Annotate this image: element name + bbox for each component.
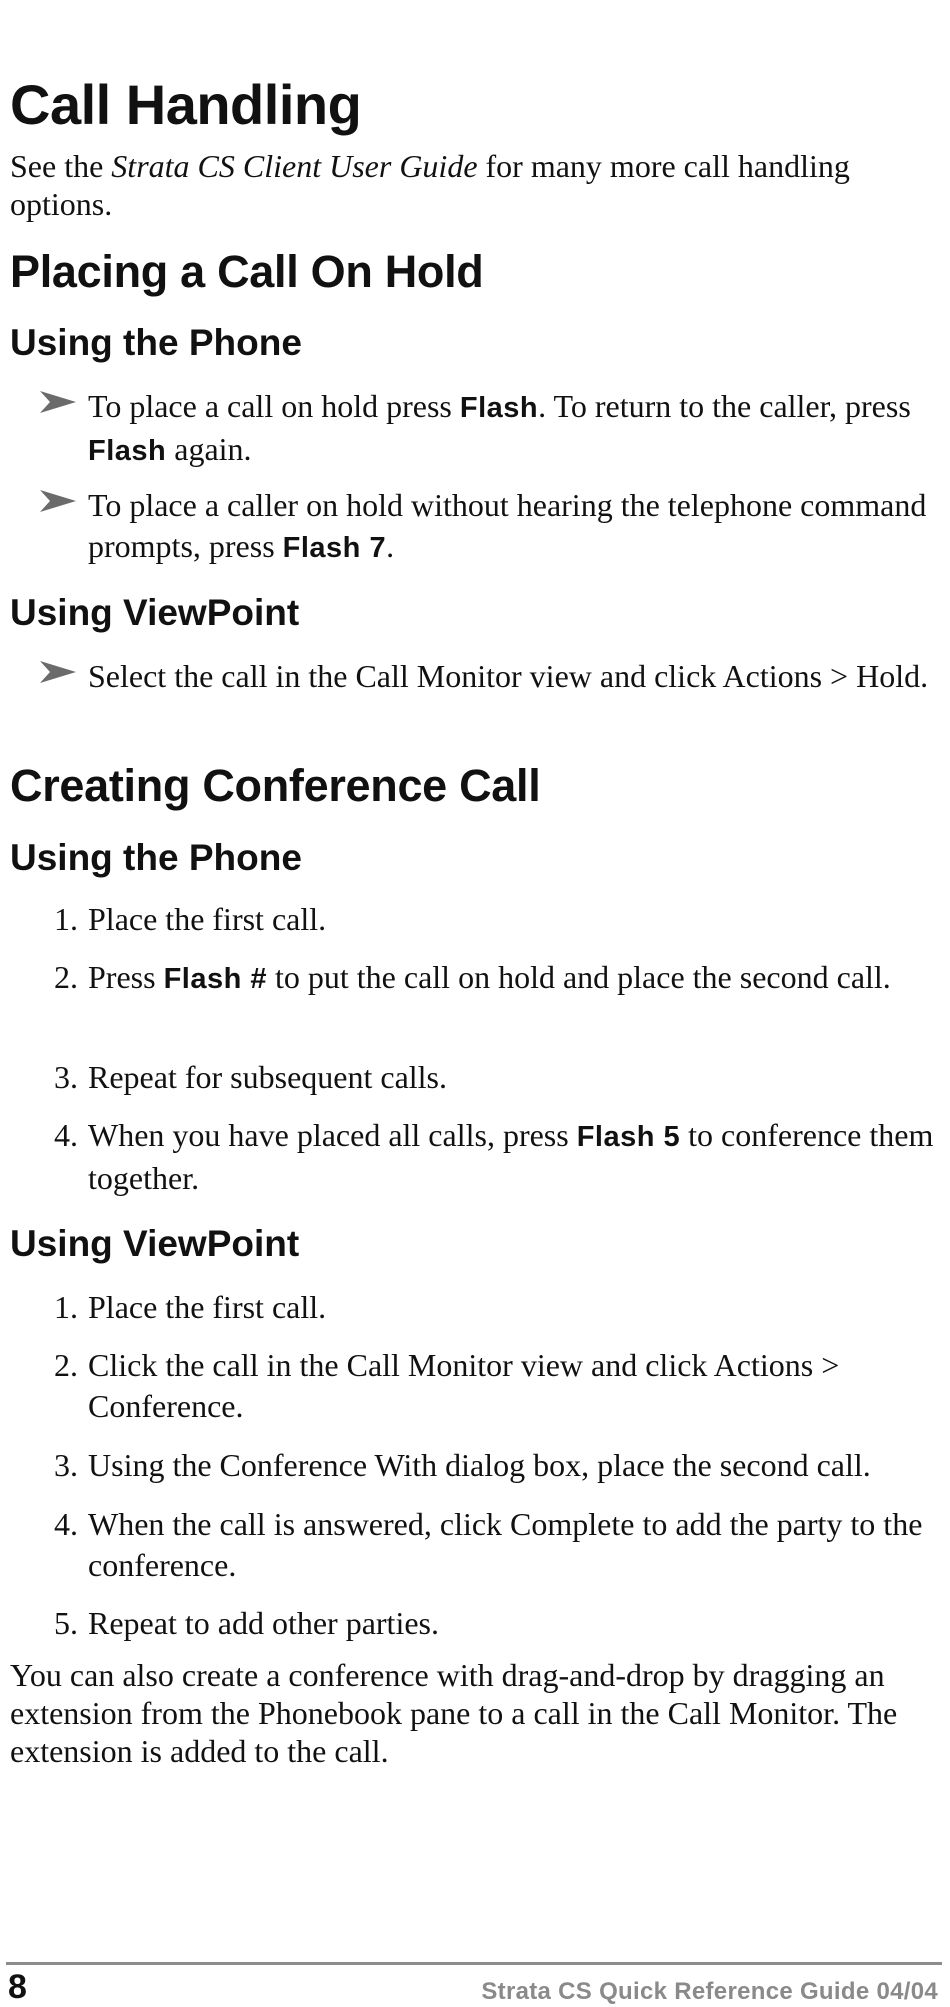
intro-paragraph — [10, 147, 930, 223]
footer-divider — [6, 1962, 942, 1965]
section-heading-hold: Placing a Call On Hold — [10, 246, 484, 297]
intro-text-start: See the — [10, 148, 112, 184]
step-number: 3. — [54, 1447, 78, 1483]
step-text: Press Flash # to put the call on hold and place the second call. — [88, 959, 891, 995]
step-text: When the call is answered, click Complete to add the party to the conference. — [88, 1506, 923, 1583]
step-number: 3. — [54, 1059, 78, 1095]
key-label: Flash — [459, 392, 539, 424]
step-number: 4. — [54, 1506, 78, 1542]
step-number: 1. — [54, 1289, 78, 1325]
page-number: 8 — [8, 1968, 27, 2006]
key-label: Flash 5 — [576, 1121, 681, 1153]
subheading-hold-viewpoint: Using ViewPoint — [10, 592, 300, 633]
subheading-conference-phone: Using the Phone — [10, 837, 302, 878]
bullet-text: To place a call on hold press Flash. To return to the caller, press Flash again. — [88, 388, 911, 467]
section-heading-conference: Creating Conference Call — [10, 760, 541, 811]
step-number: 2. — [54, 959, 78, 995]
bullet-text: To place a caller on hold without hearing the telephone command prompts, press Flash 7. — [88, 487, 927, 564]
step-text: Place the first call. — [88, 1289, 327, 1325]
step-text: Repeat to add other parties. — [88, 1605, 439, 1641]
subheading-hold-phone: Using the Phone — [10, 322, 302, 363]
intro-guide-title: Strata CS Client User Guide — [111, 148, 478, 184]
step-number: 2. — [54, 1347, 78, 1383]
step-number: 1. — [54, 901, 78, 937]
page-title: Call Handling — [10, 73, 362, 136]
step-text: Repeat for subsequent calls. — [88, 1059, 447, 1095]
step-number: 5. — [54, 1605, 78, 1641]
step-number: 4. — [54, 1117, 78, 1153]
step-text: Place the first call. — [88, 901, 327, 937]
key-label: Flash — [88, 435, 167, 467]
key-label: Flash 7 — [282, 532, 387, 564]
step-text: Using the Conference With dialog box, place the second call. — [88, 1447, 871, 1483]
footer-doc-title: Strata CS Quick Reference Guide 04/04 — [481, 1978, 938, 2005]
closing-paragraph: You can also create a conference with drag-and-drop by dragging an extension from the Phonebook pane to a call in the Call Monitor. The extension is added to the call. — [10, 1657, 898, 1769]
subheading-conference-viewpoint: Using ViewPoint — [10, 1223, 300, 1264]
bullet-text: Select the call in the Call Monitor view and click Actions > Hold. — [88, 658, 929, 694]
step-text: Click the call in the Call Monitor view and click Actions > Conference. — [88, 1347, 840, 1424]
step-text: When you have placed all calls, press Flash 5 to conference them together. — [88, 1117, 934, 1196]
key-label: Flash # — [163, 963, 267, 995]
intro-text-end: for many more call handling options. — [10, 148, 850, 222]
